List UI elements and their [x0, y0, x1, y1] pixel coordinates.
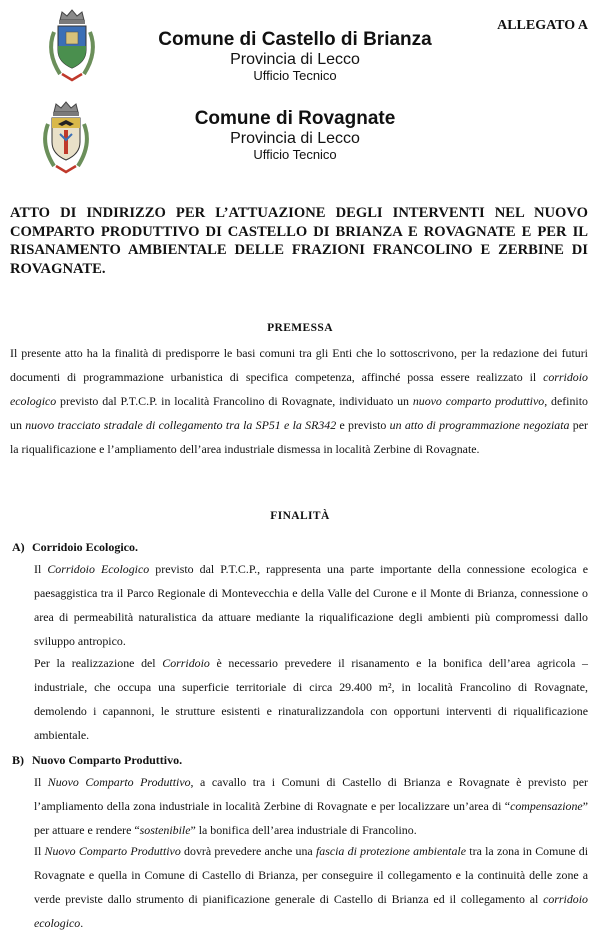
comune-name: Comune di Castello di Brianza: [158, 29, 432, 50]
header-castello: [140, 29, 450, 84]
section-a-paragraph-1: Il Corridoio Ecologico previsto dal P.T.C.P., rappresenta una parte importante della connessione ecologica e paesaggistica tra il Parco Regionale di Montevecchia e della Valle del Curone e il Monte di Brianza, connessione o area di permeabilità naturalistica da attuare mediante la riqualificazione degli ambienti più compromessi dallo sviluppo antropico.: [34, 562, 588, 648]
section-title: Nuovo Comparto Produttivo.: [32, 753, 183, 767]
section-a-heading: [12, 540, 138, 555]
attachment-label: ALLEGATO A: [497, 18, 588, 33]
section-a-paragraph-2: Per la realizzazione del Corridoio è necessario prevedere il risanamento e la bonifica dell’area agricola – industriale, che occupa una superficie territoriale di circa 29.400 m², in località Francolino di Rovagnate, demolendo i capannoni, le strutture esistenti e rinaturalizzandola con opportuni interventi di riqualificazione ambientale.: [34, 656, 588, 742]
province-name: Provincia di Lecco: [230, 50, 360, 68]
section-letter: B): [12, 753, 24, 767]
castello-di-brianza-coat-of-arms-icon: [42, 8, 102, 88]
header-rovagnate: [160, 108, 430, 163]
section-b-paragraph-1: Il Nuovo Comparto Produttivo, a cavallo tra i Comuni di Castello di Brianza e Rovagnate è previsto per l’ampliamento della zona industriale in località Zerbine di Rovagnate e per localizzare un’area di “compensazione” per attuare e rendere “sostenibile” la bonifica dell’area industriale di Francolino.: [34, 775, 588, 837]
office-name: Ufficio Tecnico: [253, 147, 337, 163]
rovagnate-coat-of-arms-icon: [38, 100, 94, 180]
finalita-heading: FINALITÀ: [270, 510, 330, 522]
section-letter: A): [12, 540, 25, 554]
office-name: Ufficio Tecnico: [253, 68, 337, 84]
section-title: Corridoio Ecologico.: [32, 540, 138, 554]
document-title: ATTO DI INDIRIZZO PER L’ATTUAZIONE DEGLI INTERVENTI NEL NUOVO COMPARTO PRODUTTIVO DI CASTELLO DI BRIANZA E ROVAGNATE E PER IL RISANAMENTO AMBIENTALE DELLE FRAZIONI FRANCOLINO E ZERBINE DI ROVAGNATE.: [10, 205, 588, 277]
province-name: Provincia di Lecco: [230, 129, 360, 147]
comune-name: Comune di Rovagnate: [194, 108, 396, 129]
premessa-heading: PREMESSA: [267, 322, 333, 334]
section-b-paragraph-2: Il Nuovo Comparto Produttivo dovrà prevedere anche una fascia di protezione ambientale tra la zona in Comune di Rovagnate e quella in Comune di Castello di Brianza, per conseguire il collegamento e la continuità delle zone a verde previste dallo strumento di pianificazione generale di Castello di Brianza ed il collegamento al corridoio ecologico.: [34, 844, 589, 930]
premessa-paragraph: Il presente atto ha la finalità di predisporre le basi comuni tra gli Enti che lo sottoscrivono, per la redazione dei futuri documenti di programmazione urbanistica di specifica competenza, affinché possa essere realizzato il corridoio ecologico previsto dal P.T.C.P. in località Francolino di Rovagnate, individuato un nuovo comparto produttivo, definito un nuovo tracciato stradale di collegamento tra la SP51 e la SR342 e previsto un atto di programmazione negoziata per la riqualificazione e l’ampliamento dell’area industriale dismessa in località Zerbine di Rovagnate.: [10, 346, 588, 456]
section-b-heading: [12, 753, 182, 768]
